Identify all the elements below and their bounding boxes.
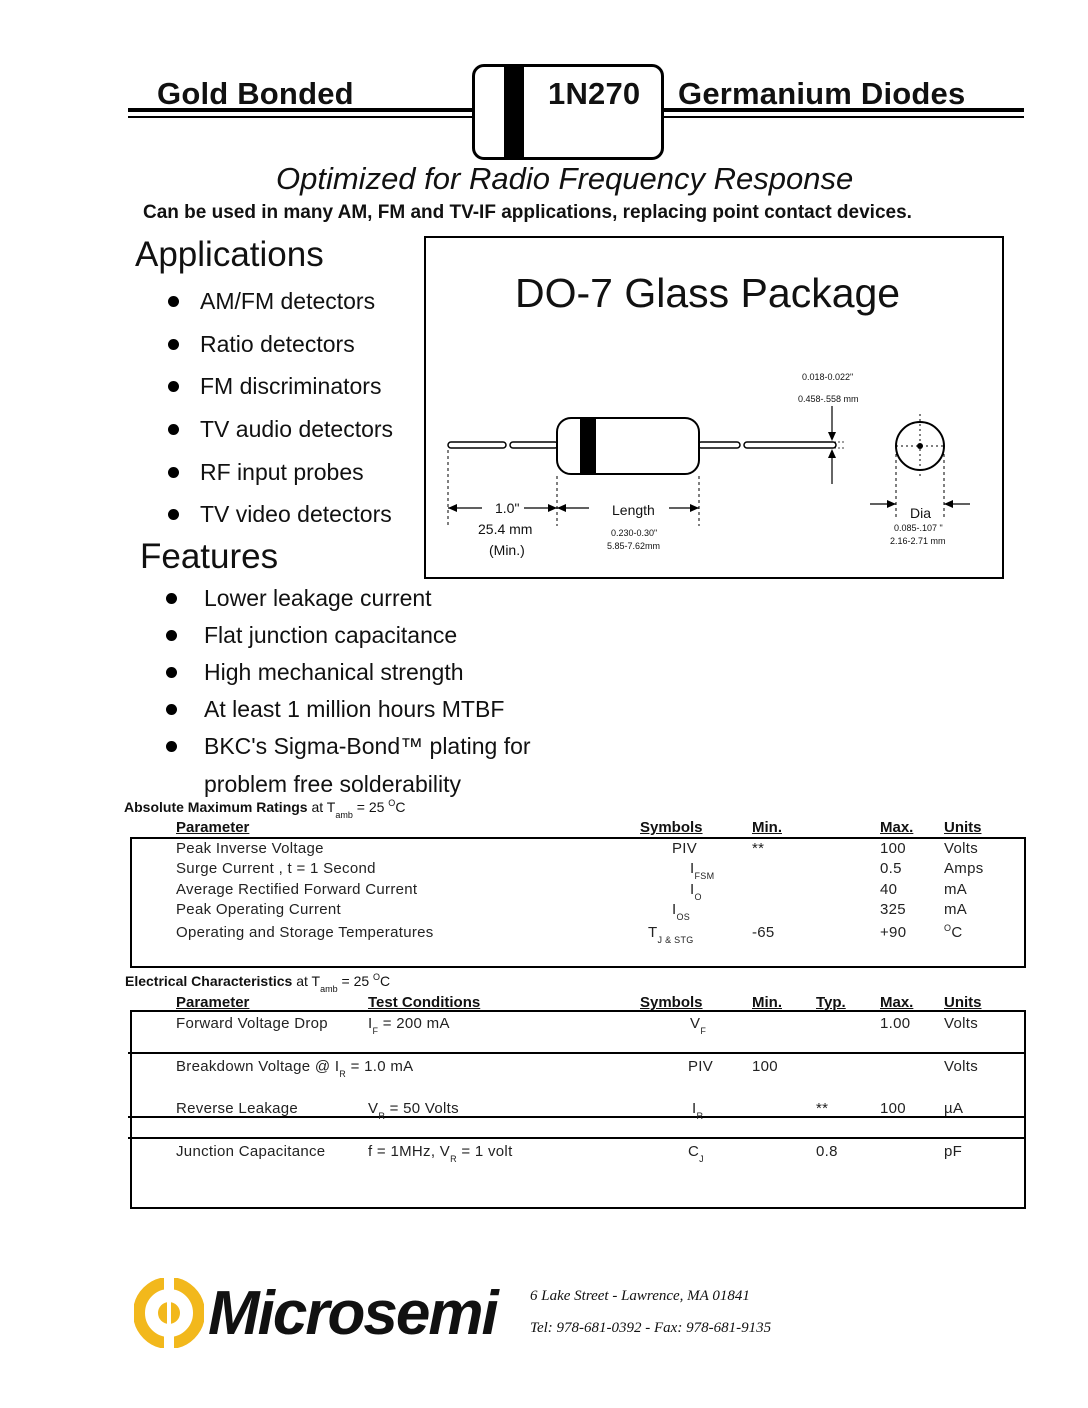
diode-cathode-band [504,64,524,160]
lead-right-outer [744,442,836,448]
bullet-icon [166,741,177,752]
lead-right [698,442,740,448]
microsemi-logo-icon [134,1278,204,1348]
abs-max-caption: Absolute Maximum Ratings at $T_{amb} = 25$ $^O$C [124,798,406,820]
length-label: Length [612,502,655,518]
col-header-max: Max. [880,994,914,1011]
col-header-units: Units [944,994,982,1011]
bullet-icon [168,424,179,435]
length-in: 0.230-0.30" [611,528,658,538]
dia-label: Dia [910,505,932,521]
row-divider [128,1137,1024,1139]
package-title: DO-7 Glass Package [515,270,901,316]
bullet-icon [168,296,179,307]
col-header-parameter: Parameter [176,819,250,836]
company-address: 6 Lake Street - Lawrence, MA 01841 [530,1288,750,1304]
bullet-icon [166,630,177,641]
bullet-icon [168,381,179,392]
features-heading: Features [140,537,279,576]
length-mm: 5.85-7.62mm [607,541,661,551]
header-right-title: Germanium Diodes [678,76,966,111]
lead-text: Can be used in many AM, FM and TV-IF applications, replacing point contact devices. [143,202,912,223]
dia-in: 0.085-.107 " [894,523,943,533]
bullet-icon [166,704,177,715]
part-number: 1N270 [548,76,641,111]
col-header-units: Units [944,819,982,836]
electrical-caption: Electrical Characteristics at $T_{amb} = 25$ $^O$C [125,972,391,994]
glass-body [557,418,699,474]
lead-dia-in: 0.018-0.022" [802,372,854,382]
applications-heading: Applications [135,235,324,274]
lead-left-inner [510,442,558,448]
subtitle: Optimized for Radio Frequency Response [276,161,854,196]
lead-length-note: (Min.) [489,542,525,558]
header-left-title: Gold Bonded [157,76,354,111]
bullet-icon [168,339,179,350]
company-phone: Tel: 978-681-0392 - Fax: 978-681-9135 [530,1320,772,1336]
col-header-typ: Typ. [816,994,846,1011]
dia-mm: 2.16-2.71 mm [890,536,946,546]
col-header-conditions: Test Conditions [368,994,481,1011]
row-divider [128,1052,1024,1054]
col-header-min: Min. [752,994,782,1011]
col-header-max: Max. [880,819,914,836]
lead-dia-mm: 0.458-.558 mm [798,394,859,404]
col-header-min: Min. [752,819,782,836]
col-header-symbols: Symbols [640,994,703,1011]
package-figure [424,236,1004,579]
bullet-icon [168,509,179,520]
company-name: Microsemi [208,1279,497,1348]
col-header-parameter: Parameter [176,994,250,1011]
cathode-band [580,418,596,474]
lead-length-mm: 25.4 mm [478,521,533,537]
lead-left [448,442,506,448]
bullet-icon [166,593,177,604]
bullet-icon [166,667,177,678]
bullet-icon [168,467,179,478]
col-header-symbols: Symbols [640,819,703,836]
lead-length-in: 1.0" [495,500,520,516]
